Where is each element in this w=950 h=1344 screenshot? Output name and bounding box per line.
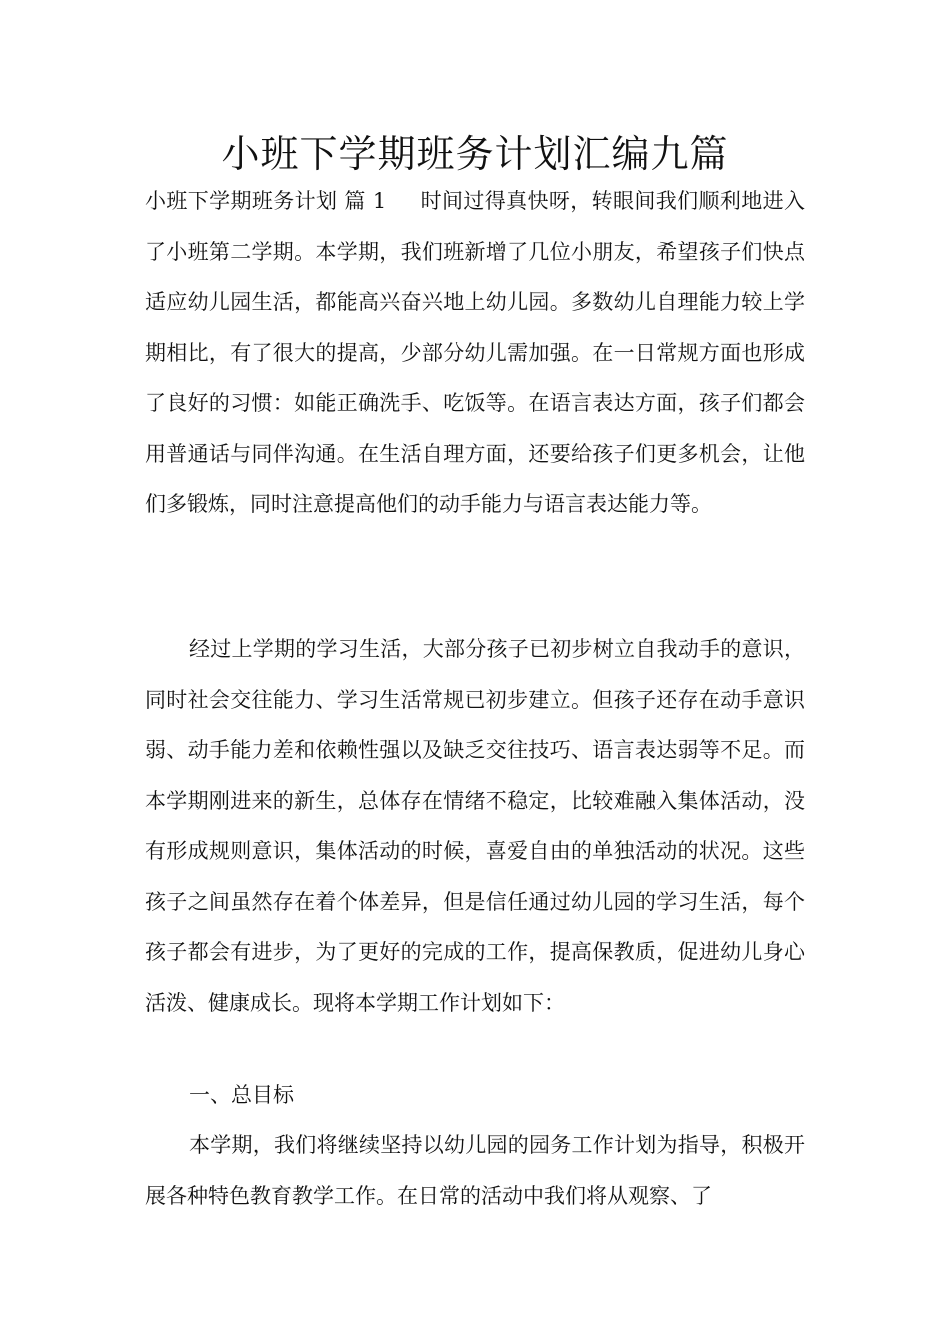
situation-paragraph: 经过上学期的学习生活，大部分孩子已初步树立自我动手的意识，同时社会交往能力、学习生活常规已初步建立。但孩子还存在动手意识弱、动手能力差和依赖性强以及缺乏交往技巧、语言表达弱等不足。而本学期刚进来的新生，总体存在情绪不稳定，比较难融入集体活动，没有形成规则意识，集体活动的时候，喜爱自由的单独活动的状况。这些孩子之间虽然存在着个体差异，但是信任通过幼儿园的学习生活，每个孩子都会有进步，为了更好的完成的工作，提高保教质，促进幼儿身心活泼、健康成长。现将本学期工作计划如下： [145, 637, 805, 1015]
intro-paragraph [145, 176, 805, 530]
section-heading-goals: 一、总目标 [189, 1083, 294, 1107]
goals-paragraph: 本学期，我们将继续坚持以幼儿园的园务工作计划为指导，积极开展各种特色教育教学工作。在日常的活动中我们将从观察、了 [145, 1133, 805, 1208]
section-label: 小班下学期班务计划 篇 1 [145, 189, 387, 213]
intro-paragraph-text: 时间过得真快呀，转眼间我们顺利地进入了小班第二学期。本学期，我们班新增了几位小朋友，希望孩子们快点适应幼儿园生活，都能高兴奋兴地上幼儿园。多数幼儿自理能力较上学期相比，有了很大的提高，少部分幼儿需加强。在一日常规方面也形成了良好的习惯：如能正确洗手、吃饭等。在语言表达方面，孩子们都会用普通话与同伴沟通。在生活自理方面，还要给孩子们更多机会，让他们多锻炼，同时注意提高他们的动手能力与语言表达能力等。 [145, 189, 806, 516]
document-title: 小班下学期班务计划汇编九篇 [221, 132, 729, 176]
